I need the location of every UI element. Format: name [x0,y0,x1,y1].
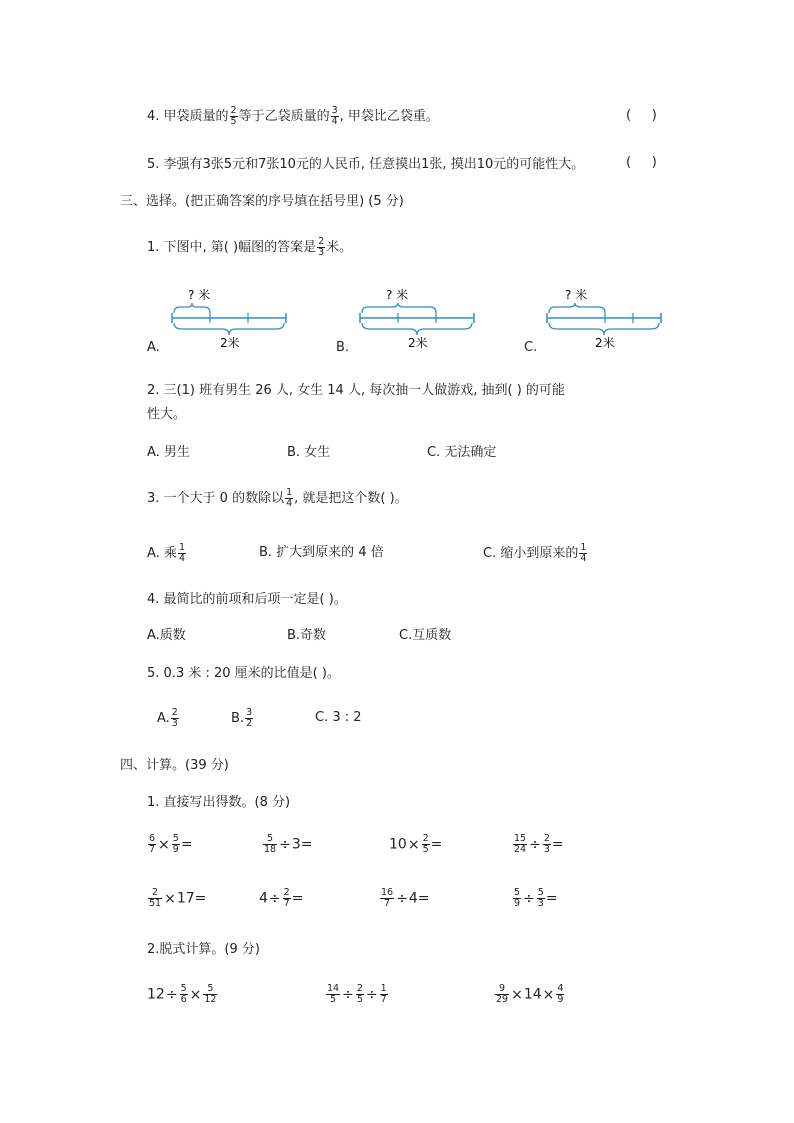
operator: ÷ [342,986,354,1003]
section-title: 三、选择。(把正确答案的序号填在括号里) (5 分) [120,194,404,209]
fraction: $\frac{1}{4}$ [580,542,587,564]
calc-item: $\frac{2}{51}$ ×17= [149,887,207,909]
calc-item: 10× $\frac{2}{5}$ = [389,833,443,855]
judge-q5: 5. 李强有3张5元和7张10元的人民币, 任意摸出1张, 摸出10元的可能性大。 [147,157,585,172]
calc-item: 4÷ $\frac{2}{7}$ = [259,887,304,909]
fraction: $\frac{15}{24}$ [514,833,527,855]
fraction: $\frac{3}{2}$ [246,707,253,729]
choice-q5: 5. 0.3 米 : 20 厘米的比值是( )。 [147,666,340,681]
option-a[interactable]: A. $\frac{2}{3}$ [157,707,178,729]
question-label: ? 米 [386,288,409,302]
operator: × [511,986,523,1003]
question-label: ? 米 [188,288,211,302]
option-c[interactable]: C. 缩小到原来的 $\frac{1}{4}$ [483,542,587,564]
option-b[interactable]: B. 女生 [287,445,331,460]
fraction: $\frac{5}{9}$ [172,833,179,855]
total-label: 2米 [408,336,428,350]
option-a[interactable]: A.质数 [147,628,186,643]
operator: × [407,836,420,853]
choice-q1: 1. 下图中, 第( )幅图的答案是 $\frac{2}{3}$ 米。 [147,236,353,258]
choice-q2-line1: 2. 三(1) 班有男生 26 人, 女生 14 人, 每次抽一人做游戏, 抽到( ) 的可能 [147,383,565,398]
option-b[interactable]: B. [336,340,350,355]
option-c[interactable]: C.互质数 [399,628,452,643]
fraction: $\frac{14}{5}$ [327,983,340,1005]
section-title: 四、计算。(39 分) [120,758,229,773]
operator: ÷ [165,986,178,1003]
operator: × [158,836,170,853]
subsection-title: 2.脱式计算。(9 分) [147,942,260,957]
option-b[interactable]: B. 扩大到原来的 4 倍 [259,545,384,560]
fraction: $\frac{2}{5}$ [356,983,363,1005]
fraction: $\frac{2}{3}$ [543,833,550,855]
calc-expression [325,984,389,1005]
diagram-a [172,283,292,357]
fraction: $\frac{3}{4}$ [331,105,338,127]
fraction: $\frac{5}{9}$ [514,887,521,909]
fraction: $\frac{4}{9}$ [557,983,564,1005]
judge-q4: 4. 甲袋质量的 $\frac{2}{5}$ 等于乙袋质量的 $\frac{3}{4}$ , 甲袋比乙袋重。 [147,105,439,127]
option-a[interactable]: A. [147,340,160,355]
operator: ÷ [365,986,378,1003]
fraction: $\frac{2}{7}$ [283,887,290,909]
operator: × [164,890,176,907]
option-c[interactable]: C. 无法确定 [427,445,497,460]
fraction: $\frac{1}{4}$ [178,542,185,564]
fraction: $\frac{9}{29}$ [496,983,509,1005]
operator: ÷ [529,836,541,853]
choice-q3: 3. 一个大于 0 的数除以 $\frac{1}{4}$ , 就是把这个数( )。 [147,487,408,509]
fraction: $\frac{5}{18}$ [264,833,277,855]
fraction: $\frac{16}{7}$ [381,887,394,909]
fraction: $\frac{6}{7}$ [149,833,156,855]
operator: ÷ [523,890,535,907]
answer-blank[interactable]: ( ) [626,155,657,170]
fraction: $\frac{2}{51}$ [149,887,162,909]
diagram-c [547,283,667,357]
fraction: $\frac{5}{3}$ [537,887,544,909]
option-b[interactable]: B. $\frac{3}{2}$ [231,707,253,729]
calc-item: $\frac{5}{18}$ ÷3= [264,833,313,855]
calc-item: $\frac{15}{24}$ ÷ $\frac{2}{3}$ = [514,833,564,855]
operator: ÷ [396,890,408,907]
option-b[interactable]: B.奇数 [287,628,327,643]
operator: × [189,986,202,1003]
operator: × [542,986,555,1003]
total-label: 2米 [220,336,240,350]
subsection-title: 1. 直接写出得数。(8 分) [147,795,291,810]
answer-blank[interactable]: ( ) [626,108,657,123]
operator: ÷ [268,890,281,907]
fraction: $\frac{1}{4}$ [286,487,293,509]
diagram-b [360,283,480,357]
fraction: $\frac{1}{7}$ [380,983,387,1005]
option-a[interactable]: A. 男生 [147,445,190,460]
calc-item: $\frac{5}{9}$ ÷ $\frac{5}{3}$ = [514,887,558,909]
option-c[interactable]: C. [524,340,538,355]
fraction: $\frac{5}{12}$ [204,983,217,1005]
total-label: 2米 [595,336,615,350]
choice-q4: 4. 最简比的前项和后项一定是( )。 [147,592,347,607]
fraction: $\frac{2}{5}$ [422,833,429,855]
fraction: $\frac{2}{5}$ [230,105,237,127]
calc-expression: $\frac{9}{29}$ ×14× $\frac{4}{9}$ [496,983,564,1005]
option-a[interactable]: A. 乘 $\frac{1}{4}$ [147,542,185,564]
fraction: $\frac{2}{3}$ [171,707,178,729]
option-c[interactable]: C. 3 : 2 [315,710,362,725]
calc-item: $\frac{6}{7}$ × $\frac{5}{9}$ = [149,833,193,855]
calc-item: $\frac{16}{7}$ ÷4= [381,887,430,909]
operator: ÷ [279,836,291,853]
calc-expression: 12÷ $\frac{5}{6}$ × $\frac{5}{12}$ [147,983,217,1005]
choice-q2-line2: 性大。 [147,407,187,422]
fraction: $\frac{5}{6}$ [180,983,187,1005]
question-label: ? 米 [565,288,588,302]
fraction: $\frac{2}{3}$ [318,236,325,258]
